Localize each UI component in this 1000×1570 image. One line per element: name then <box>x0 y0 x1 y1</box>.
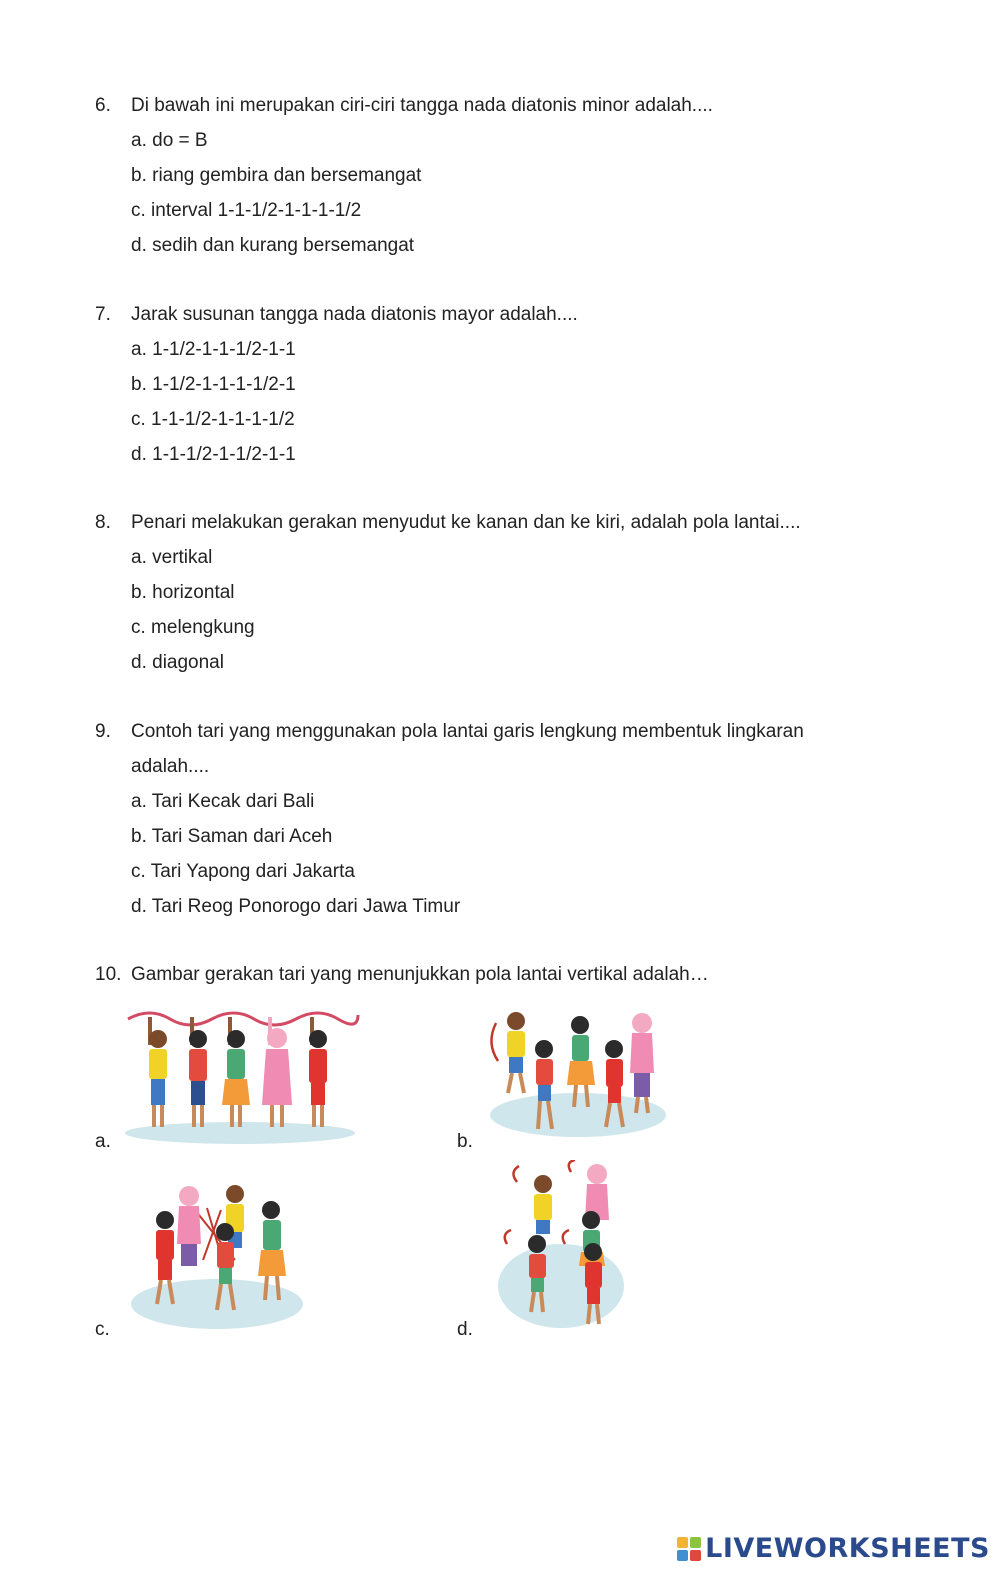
picture-label-d[interactable]: d. <box>457 1319 473 1340</box>
option-d[interactable]: d. diagonal <box>131 652 224 673</box>
question-number: 6. <box>95 95 111 116</box>
option-c[interactable]: c. Tari Yapong dari Jakarta <box>131 861 355 882</box>
question-number: 9. <box>95 721 111 742</box>
dancer <box>177 1186 201 1266</box>
dancer <box>309 1017 327 1127</box>
dancer <box>569 1160 609 1220</box>
logo-blocks-icon <box>677 1537 701 1561</box>
picture-label-b[interactable]: b. <box>457 1131 473 1152</box>
option-b[interactable]: b. riang gembira dan bersemangat <box>131 165 422 186</box>
option-d[interactable]: d. sedih dan kurang bersemangat <box>131 235 415 256</box>
question-text: Jarak susunan tangga nada diatonis mayor adalah.... <box>131 304 578 325</box>
option-c[interactable]: c. 1-1-1/2-1-1-1-1/2 <box>131 409 295 430</box>
option-b[interactable]: b. 1-1/2-1-1-1-1/2-1 <box>131 374 296 395</box>
dance-illustration-a[interactable] <box>120 1005 365 1147</box>
question-7 <box>95 303 915 467</box>
question-text-continued: adalah.... <box>131 756 210 777</box>
dance-illustration-b[interactable] <box>482 1003 672 1143</box>
option-a[interactable]: a. do = B <box>131 130 208 151</box>
question-10 <box>95 963 915 987</box>
option-c[interactable]: c. interval 1-1-1/2-1-1-1-1/2 <box>131 200 362 221</box>
question-9 <box>95 720 915 919</box>
option-c[interactable]: c. melengkung <box>131 617 255 638</box>
option-a[interactable]: a. vertikal <box>131 547 213 568</box>
question-number: 7. <box>95 304 111 325</box>
brand-name: LIVEWORKSHEETS <box>705 1533 990 1564</box>
dance-illustration-d[interactable] <box>495 1160 630 1332</box>
option-a[interactable]: a. Tari Kecak dari Bali <box>131 791 315 812</box>
question-text: Penari melakukan gerakan menyudut ke kanan dan ke kiri, adalah pola lantai.... <box>131 512 801 533</box>
option-b[interactable]: b. horizontal <box>131 582 235 603</box>
question-number: 8. <box>95 512 111 533</box>
option-b[interactable]: b. Tari Saman dari Aceh <box>131 826 333 847</box>
option-d[interactable]: d. 1-1-1/2-1-1/2-1-1 <box>131 444 296 465</box>
dancer <box>189 1017 207 1127</box>
dancer <box>507 1012 525 1093</box>
picture-label-c[interactable]: c. <box>95 1319 110 1340</box>
question-6 <box>95 94 915 258</box>
question-text: Contoh tari yang menggunakan pola lantai garis lengkung membentuk lingkaran <box>131 721 804 742</box>
dancer <box>149 1017 167 1127</box>
question-8 <box>95 511 915 675</box>
dancer <box>222 1017 250 1127</box>
liveworksheets-logo[interactable] <box>677 1533 990 1564</box>
dance-illustration-c[interactable] <box>125 1180 310 1332</box>
dancer <box>513 1166 552 1234</box>
question-text: Gambar gerakan tari yang menunjukkan pola lantai vertikal adalah… <box>131 964 709 985</box>
dancer <box>262 1017 292 1127</box>
option-a[interactable]: a. 1-1/2-1-1-1/2-1-1 <box>131 339 296 360</box>
option-d[interactable]: d. Tari Reog Ponorogo dari Jawa Timur <box>131 896 461 917</box>
question-text: Di bawah ini merupakan ciri-ciri tangga nada diatonis minor adalah.... <box>131 95 713 116</box>
picture-label-a[interactable]: a. <box>95 1131 111 1152</box>
question-number: 10. <box>95 964 122 985</box>
